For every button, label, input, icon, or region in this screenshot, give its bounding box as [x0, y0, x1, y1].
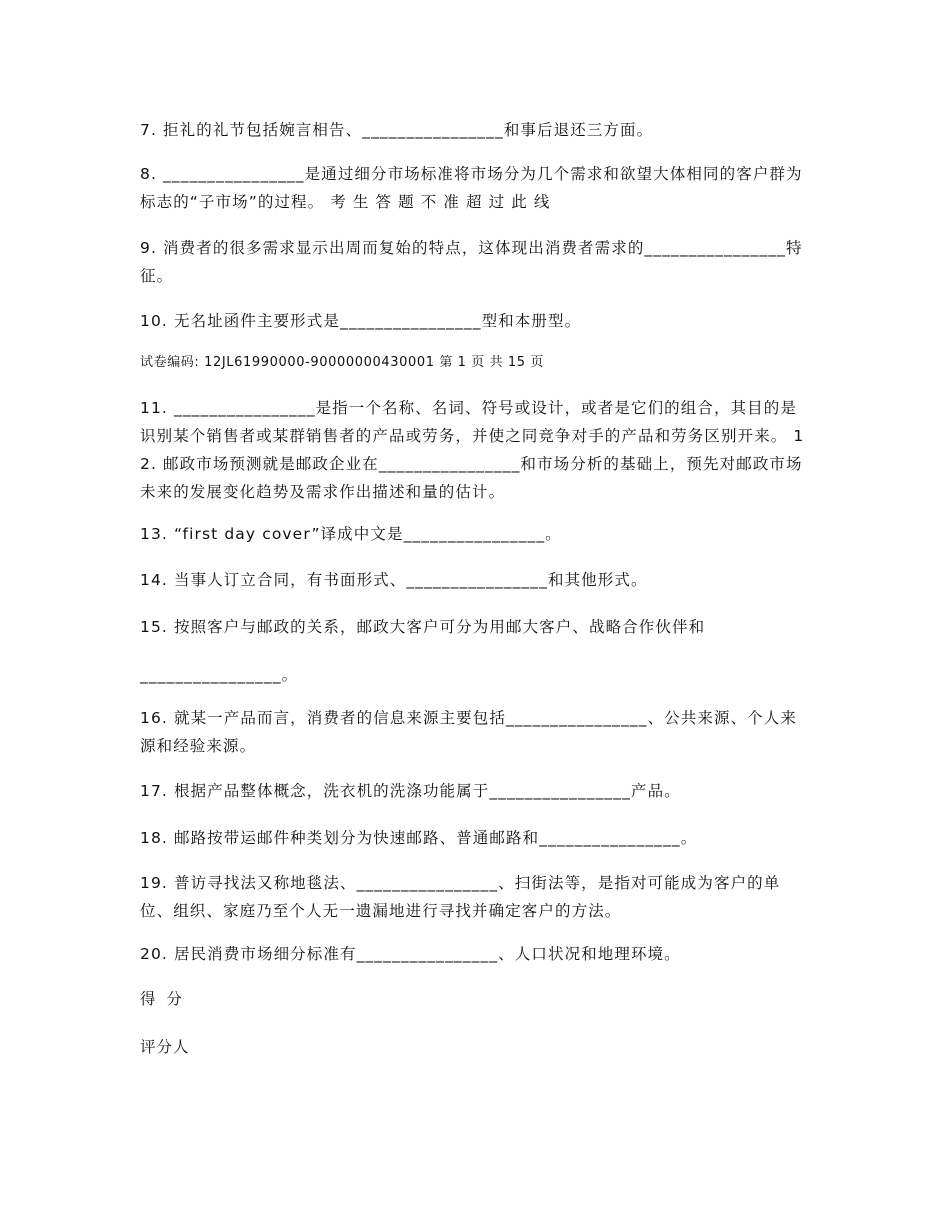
question-15: 15. 按照客户与邮政的关系，邮政大客户可分为用邮大客户、战略合作伙伴和	[140, 618, 706, 636]
score-label: 得 分	[140, 990, 185, 1008]
question-13: 13. “first day cover”译成中文是________________。	[140, 525, 562, 543]
question-20: 20. 居民消费市场细分标准有________________、人口状况和地理环境。	[140, 945, 681, 963]
grader-label: 评分人	[140, 1038, 190, 1056]
question-14: 14. 当事人订立合同，有书面形式、________________和其他形式。	[140, 571, 648, 589]
question-9: 9. 消费者的很多需求显示出周而复始的特点，这体现出消费者需求的________________特征。	[140, 239, 803, 285]
question-8: 8. ________________是通过细分市场标准将市场分为几个需求和欲望大体相同的客户群为标志的“子市场”的过程。 考 生 答 题 不 准 超 过 此 线	[140, 165, 803, 211]
question-15-blank: ________________。	[140, 666, 299, 684]
question-10: 10. 无名址函件主要形式是________________型和本册型。	[140, 312, 582, 330]
exam-code-footer: 试卷编码: 12JL61990000-90000000430001 第 1 页 共 15 页	[140, 355, 544, 370]
question-18: 18. 邮路按带运邮件种类划分为快速邮路、普通邮路和________________。	[140, 829, 698, 847]
question-7: 7. 拒礼的礼节包括婉言相告、________________和事后退还三方面。	[140, 121, 654, 139]
question-17: 17. 根据产品整体概念，洗衣机的洗涤功能属于________________产品。	[140, 782, 681, 800]
question-16: 16. 就某一产品而言，消费者的信息来源主要包括________________、公共来源、个人来源和经验来源。	[140, 709, 797, 755]
question-11-12: 11. ________________是指一个名称、名词、符号或设计，或者是它们的组合，其目的是识别某个销售者或某群销售者的产品或劳务，并使之同竞争对手的产品和劳务区别开来。 12. 邮政市场预测就是邮政企业在________________和市场分析的基础上，预先对邮政市场未来的发展变化趋势及需求作出描述和量的估计。	[140, 399, 805, 501]
question-19: 19. 普访寻找法又称地毯法、________________、扫街法等，是指对可能成为客户的单位、组织、家庭乃至个人无一遗漏地进行寻找并确定客户的方法。	[140, 874, 781, 920]
